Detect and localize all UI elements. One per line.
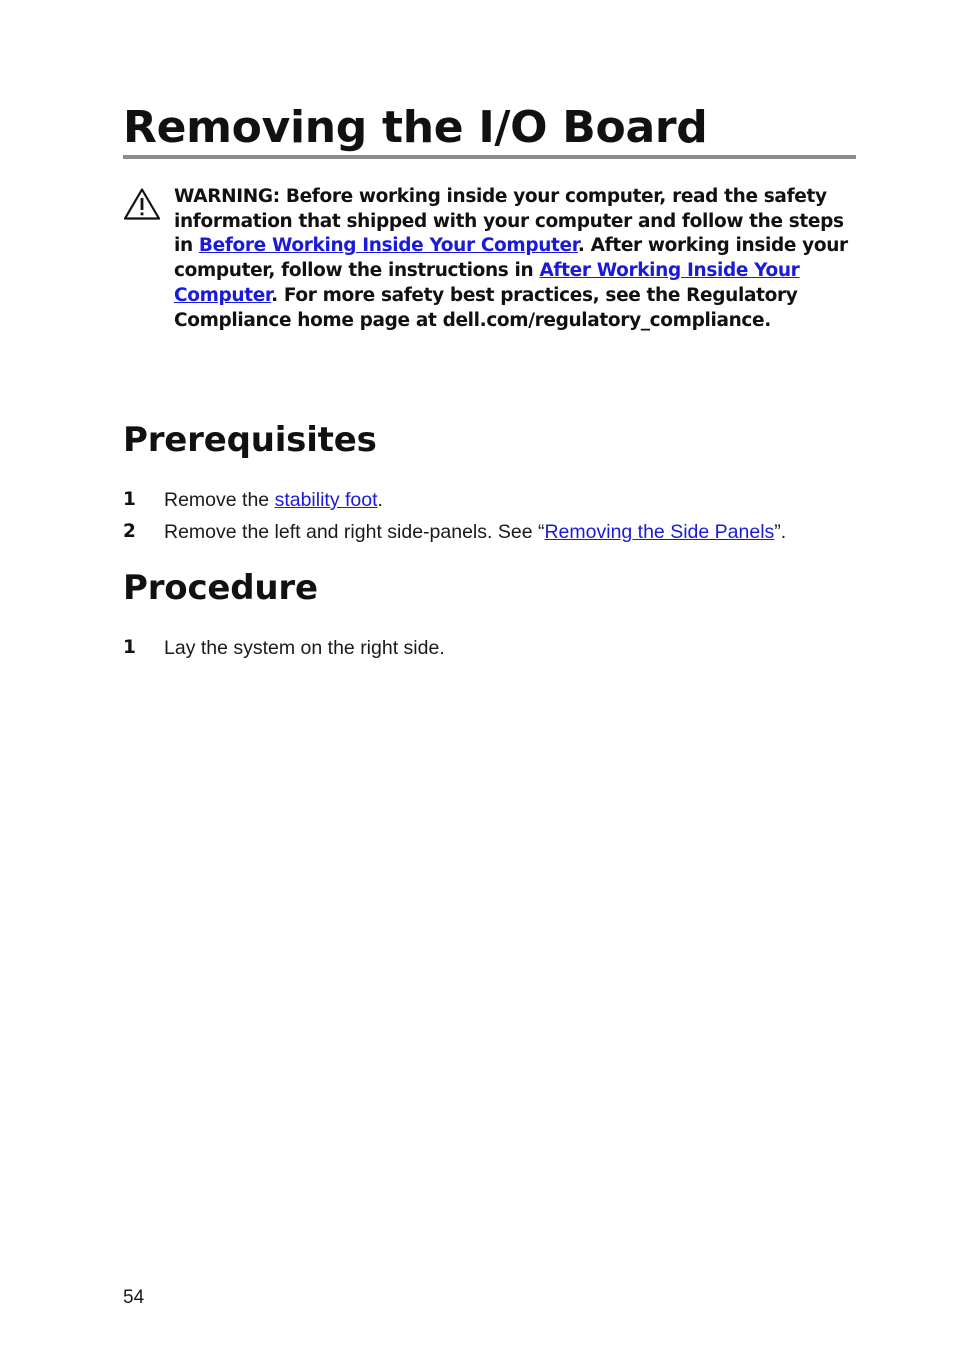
warning-text-part: WARNING: Before working inside your computer, read the safety information that shipped with your computer and follow the steps in (174, 186, 844, 257)
stability-foot-link[interactable]: stability foot (274, 489, 378, 511)
prerequisite-step (123, 518, 863, 546)
procedure-step (123, 634, 863, 662)
procedure-heading: Procedure (123, 568, 318, 608)
step-number: 1 (123, 637, 136, 658)
step-text: Lay the system on the right side. (164, 637, 445, 659)
warning-text (174, 185, 864, 333)
step-text (164, 518, 786, 546)
step-text-prefix: Remove the left and right side-panels. See “ (164, 521, 545, 543)
page-number: 54 (123, 1287, 145, 1308)
warning-triangle-icon (123, 187, 161, 221)
step-text-prefix: Remove the (164, 489, 275, 511)
removing-side-panels-link[interactable]: Removing the Side Panels (544, 521, 775, 543)
step-number: 2 (123, 521, 136, 542)
after-working-link[interactable]: After Working Inside Your Computer (174, 260, 800, 306)
warning-text-part: . After working inside your computer, follow the instructions in (174, 235, 848, 282)
title-rule (123, 155, 856, 159)
step-text-suffix: . (377, 489, 383, 511)
page-title: Removing the I/O Board (123, 102, 708, 153)
step-text (164, 486, 383, 514)
before-working-link[interactable]: Before Working Inside Your Computer (198, 235, 578, 257)
warning-text-part: . For more safety best practices, see the Regulatory Compliance home page at dell.com/regulatory_compliance. (174, 284, 798, 331)
prerequisites-heading: Prerequisites (123, 420, 377, 460)
step-number: 1 (123, 489, 136, 510)
prerequisite-step (123, 486, 863, 514)
step-text-suffix: ”. (774, 521, 787, 543)
